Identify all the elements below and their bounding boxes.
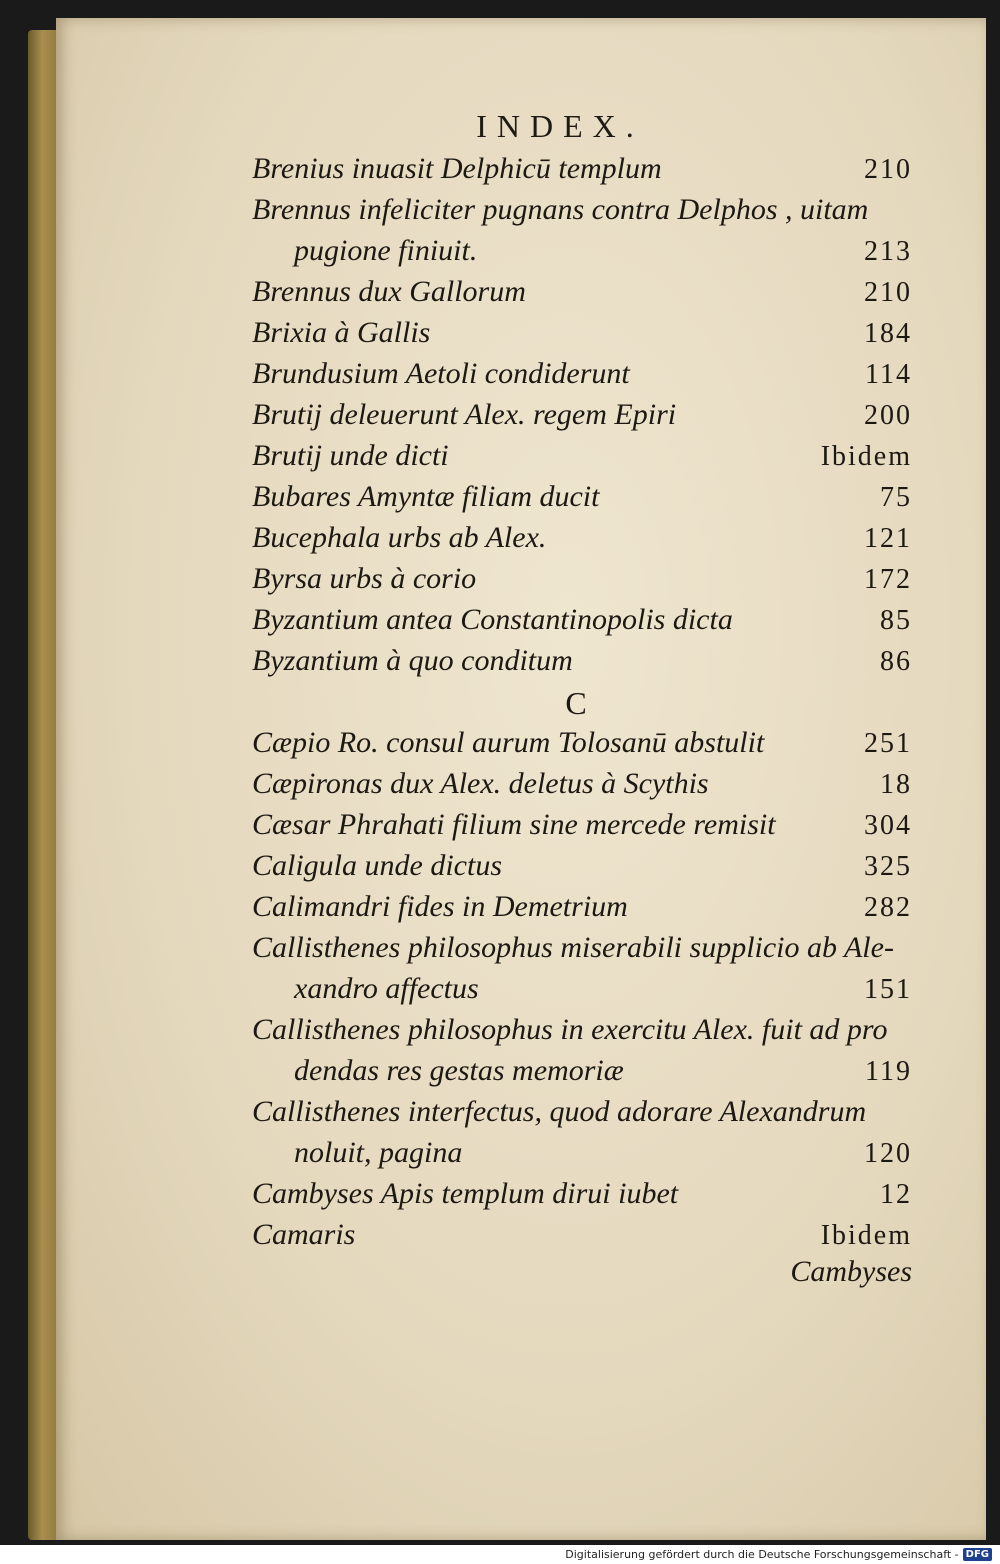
entry-page-number: 325 xyxy=(864,851,912,882)
running-head: INDEX. xyxy=(476,108,644,144)
entry-page-number: 184 xyxy=(864,318,912,349)
entry-text: Camaris xyxy=(252,1218,356,1251)
entry-page-number: 200 xyxy=(864,400,912,431)
index-list-b xyxy=(252,152,912,685)
index-list-c xyxy=(252,726,912,1259)
entry-text: Brutij deleuerunt Alex. regem Epiri xyxy=(252,398,677,431)
entry-page-number: 251 xyxy=(864,728,912,759)
index-entry xyxy=(252,193,912,234)
index-entry xyxy=(252,357,912,398)
entry-text: Brenius inuasit Delphicū templum xyxy=(252,152,662,185)
index-entry xyxy=(252,849,912,890)
entry-page-number: 210 xyxy=(864,154,912,185)
entry-page-number: 75 xyxy=(880,482,912,513)
index-entry xyxy=(252,562,912,603)
entry-text: pugione finiuit. xyxy=(294,234,478,267)
index-entry xyxy=(252,1177,912,1218)
index-entry xyxy=(252,521,912,562)
entry-page-number: 114 xyxy=(865,359,912,390)
index-entry xyxy=(252,275,912,316)
entry-text: Cæsar Phrahati filium sine mercede remisit xyxy=(252,808,776,841)
entry-page-number: 18 xyxy=(880,769,912,800)
index-entry xyxy=(252,931,912,972)
entry-text: Cæpironas dux Alex. deletus à Scythis xyxy=(252,767,709,800)
catchword: Cambyses xyxy=(790,1255,912,1288)
entry-text: Caligula unde dictus xyxy=(252,849,502,882)
entry-page-number: 213 xyxy=(864,236,912,267)
entry-text: Callisthenes interfectus, quod adorare Alexandrum xyxy=(252,1095,867,1128)
index-entry xyxy=(252,480,912,521)
index-entries xyxy=(252,152,912,1259)
index-entry xyxy=(252,972,912,1013)
footer-credit: Digitalisierung gefördert durch die Deutsche Forschungsgemeinschaft - xyxy=(565,1548,959,1561)
entry-text: Byzantium à quo conditum xyxy=(252,644,573,677)
entry-text: Brutij unde dicti xyxy=(252,439,449,472)
entry-page-number: 86 xyxy=(880,646,912,677)
entry-text: Bubares Amyntæ filiam ducit xyxy=(252,480,600,513)
entry-text: xandro affectus xyxy=(294,972,479,1005)
index-entry xyxy=(252,808,912,849)
index-entry xyxy=(252,1013,912,1054)
entry-text: Brixia à Gallis xyxy=(252,316,431,349)
entry-text: Brennus infeliciter pugnans contra Delphos , uitam xyxy=(252,193,869,226)
entry-text: Bucephala urbs ab Alex. xyxy=(252,521,547,554)
entry-text: Cæpio Ro. consul aurum Tolosanū abstulit xyxy=(252,726,765,759)
entry-page-number: 282 xyxy=(864,892,912,923)
entry-text: Brennus dux Gallorum xyxy=(252,275,526,308)
entry-text: Cambyses Apis templum dirui iubet xyxy=(252,1177,679,1210)
index-entry xyxy=(252,234,912,275)
entry-text: Byrsa urbs à corio xyxy=(252,562,477,595)
section-letter: C xyxy=(565,685,587,721)
entry-page-number: 85 xyxy=(880,605,912,636)
entry-page-number: Ibidem xyxy=(820,441,912,472)
entry-page-number: 120 xyxy=(864,1138,912,1169)
index-entry xyxy=(252,603,912,644)
digitization-footer xyxy=(0,1545,1000,1564)
entry-page-number: 12 xyxy=(880,1179,912,1210)
entry-text: Calimandri fides in Demetrium xyxy=(252,890,628,923)
entry-text: Callisthenes philosophus in exercitu Alex. fuit ad pro xyxy=(252,1013,888,1046)
entry-text: Brundusium Aetoli condiderunt xyxy=(252,357,630,390)
index-entry xyxy=(252,890,912,931)
entry-page-number: 151 xyxy=(864,974,912,1005)
entry-page-number: 172 xyxy=(864,564,912,595)
index-entry xyxy=(252,644,912,685)
index-entry xyxy=(252,767,912,808)
entry-page-number: Ibidem xyxy=(820,1220,912,1251)
dfg-logo: DFG xyxy=(963,1548,992,1561)
entry-page-number: 304 xyxy=(864,810,912,841)
index-entry xyxy=(252,726,912,767)
entry-page-number: 119 xyxy=(865,1056,912,1087)
entry-page-number: 210 xyxy=(864,277,912,308)
entry-text: dendas res gestas memoriæ xyxy=(294,1054,624,1087)
entry-text: noluit, pagina xyxy=(294,1136,463,1169)
index-entry xyxy=(252,316,912,357)
index-entry xyxy=(252,1136,912,1177)
index-entry xyxy=(252,439,912,480)
index-entry xyxy=(252,1095,912,1136)
index-entry xyxy=(252,152,912,193)
index-entry xyxy=(252,1218,912,1259)
entry-text: Callisthenes philosophus miserabili supplicio ab Ale- xyxy=(252,931,894,964)
entry-text: Byzantium antea Constantinopolis dicta xyxy=(252,603,733,636)
index-entry xyxy=(252,398,912,439)
index-entry xyxy=(252,1054,912,1095)
entry-page-number: 121 xyxy=(864,523,912,554)
